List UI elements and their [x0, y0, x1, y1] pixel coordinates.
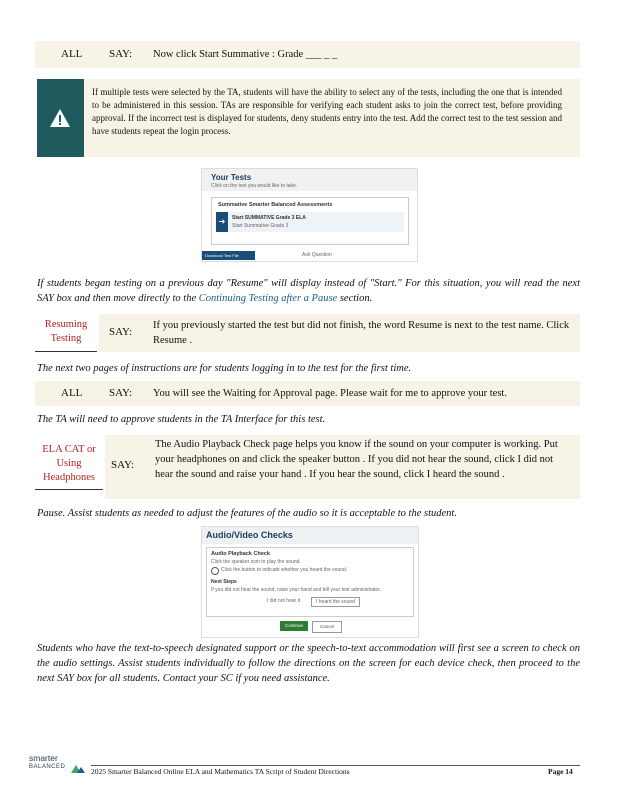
audio-instr-3: If you did not hear the sound, raise your hand and tell your test administrator. [211, 587, 382, 593]
resume-note [37, 276, 580, 306]
resuming-panel [99, 314, 580, 352]
warning-icon-panel [37, 79, 84, 157]
say-label: SAY: [109, 48, 133, 60]
say-box-waiting [35, 381, 580, 406]
resume-note-end: section. [337, 293, 373, 304]
your-tests-subtitle: Click on the test you would like to take. [211, 183, 298, 189]
audio-check-card [206, 547, 414, 617]
say-text: Now click Start Summative : Grade ___ _ _ [153, 49, 338, 60]
say-label: SAY: [111, 459, 135, 471]
resuming-testing-label: Resuming Testing [44, 319, 88, 344]
test-item[interactable] [216, 212, 404, 232]
warning-callout [37, 79, 580, 157]
smarter-balanced-logo [29, 753, 89, 775]
ta-approve-note: The TA will need to approve students in the TA Interface for this test. [37, 414, 326, 425]
continue-button[interactable]: Continue [280, 621, 308, 631]
next-steps-heading: Next Steps [211, 579, 237, 585]
start-arrow-icon[interactable]: ➔ [216, 212, 228, 232]
your-tests-title: Your Tests [211, 173, 252, 182]
say-label: SAY: [109, 326, 133, 338]
say-audience: ALL [61, 48, 83, 60]
continuing-testing-link[interactable]: Continuing Testing after a Pause [198, 293, 338, 304]
cancel-button[interactable]: Cancel [312, 621, 342, 633]
test-item-sub: Start Summative Grade 3 [232, 223, 289, 229]
your-tests-screenshot [201, 168, 418, 262]
footer-rule [91, 765, 580, 766]
download-test-button[interactable]: Download Test File [202, 251, 255, 260]
say-box-audio [35, 435, 580, 499]
ask-question-link[interactable]: Ask Question [302, 252, 332, 258]
pause-note: Pause. Assist students as needed to adjust the features of the audio so it is acceptable to the student. [37, 508, 457, 519]
audio-check-title: Audio/Video Checks [206, 530, 293, 540]
say-text: If you previously started the test but did not finish, the word Resume is next to the test name. Click Resume . [153, 320, 570, 346]
resume-note-text: If students began testing on a previous day "Resume" will display instead of "Start." For this situation, you will read the next SAY box and then move directly to the [37, 278, 580, 304]
say-label: SAY: [109, 387, 133, 399]
logo-mark-icon [71, 763, 85, 773]
heard-sound-button[interactable]: I heard the sound [311, 597, 360, 607]
first-time-note: The next two pages of instructions are for students logging in to the test for the first time. [37, 363, 412, 374]
did-not-hear-button[interactable]: I did not hear it [267, 598, 301, 604]
resuming-cell [35, 314, 97, 352]
audio-instr-1: Click the speaker icon to play the sound. [211, 559, 301, 565]
logo-top: smarter [29, 753, 58, 763]
test-card-title: Summative Smarter Balanced Assessments [218, 202, 333, 208]
audio-panel [105, 435, 580, 499]
tts-note: Students who have the text-to-speech designated support or the speech-to-text accommodation will first see a screen to check on the audio settings. Assist students individually to follow the directions on the screen for each device check, then proceed to the next SAY box for all students. Contact your SC if you need assistance. [37, 643, 580, 684]
ela-cat-cell [35, 435, 103, 490]
warning-text: If multiple tests were selected by the TA, students will have the ability to select any of the tests, including the one that is intended to be administered in this session. TAs are responsible for verifying each student asks to join the correct test, before providing approval. If the incorrect test is displayed for students, deny students entry into the test. Add the correct test to the test session and have students repeat the login process. [92, 87, 562, 136]
say-box-resuming [35, 314, 580, 352]
say-text: The Audio Playback Check page helps you know if the sound on your computer is working. Put your headphones on and click the speaker button . If you did not hear the sound, click I did not hear the sound and raise your hand . If you hear the sound, click I heard the sound . [155, 439, 558, 480]
logo-bottom: BALANCED [29, 764, 66, 770]
audio-playback-heading: Audio Playback Check [211, 551, 270, 557]
test-item-name: Start SUMMATIVE Grade 3 ELA [232, 215, 306, 221]
say-box-all-start [35, 41, 580, 68]
say-audience: ALL [61, 387, 83, 399]
speaker-icon[interactable] [211, 567, 219, 575]
audio-instr-2: Click the button to indicate whether you heard the sound. [221, 567, 348, 573]
say-text: You will see the Waiting for Approval page. Please wait for me to approve your test. [153, 388, 507, 399]
page-number: Page 14 [548, 767, 573, 776]
audio-check-screenshot [201, 526, 419, 638]
ela-cat-label: ELA CAT or Using Headphones [42, 444, 96, 483]
warning-triangle-icon [49, 108, 71, 128]
test-card [211, 197, 409, 245]
footer-text: 2025 Smarter Balanced Online ELA and Mathematics TA Script of Student Directions [91, 767, 350, 776]
